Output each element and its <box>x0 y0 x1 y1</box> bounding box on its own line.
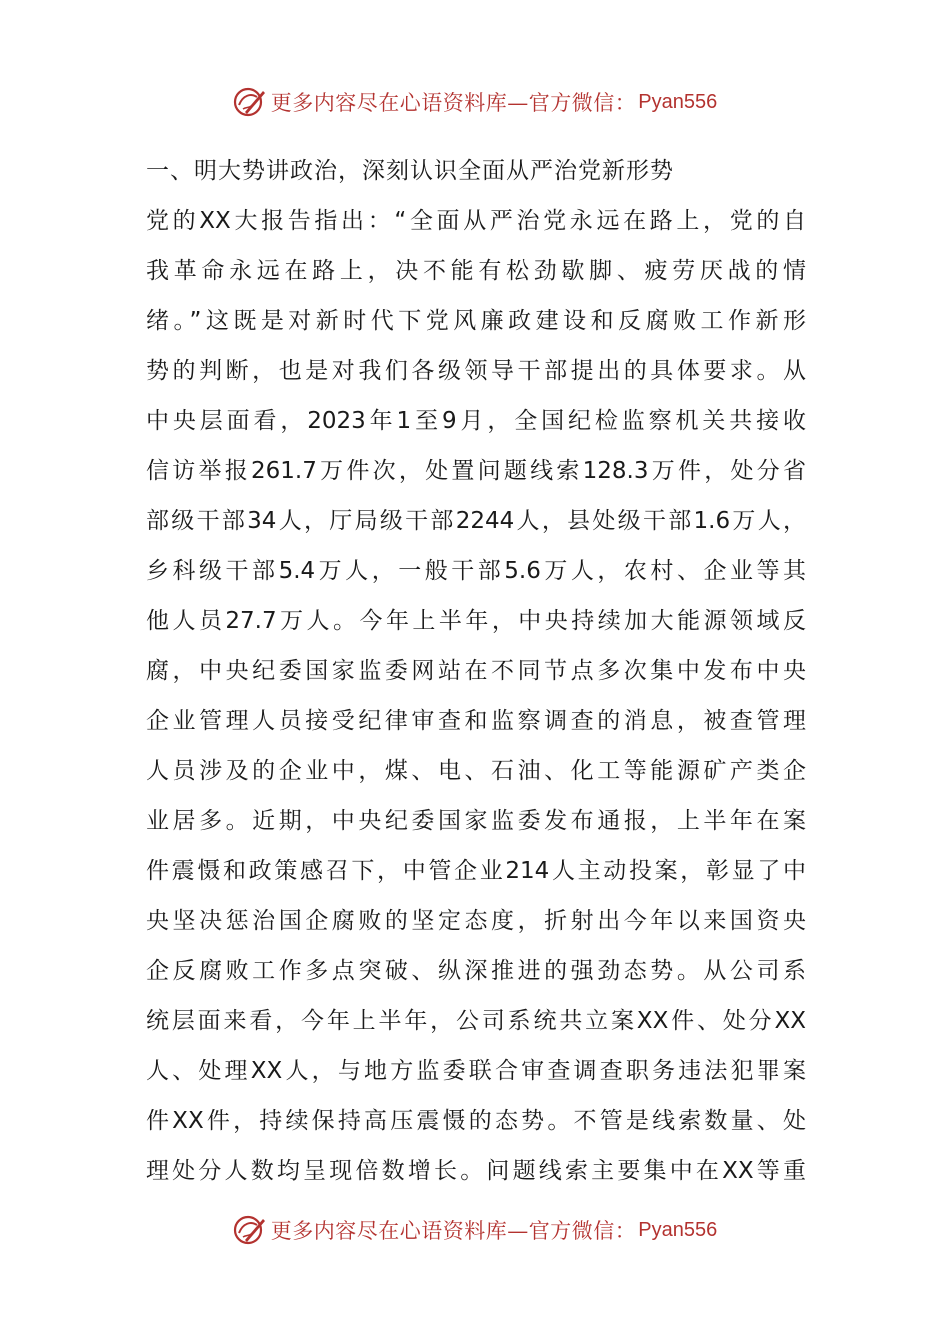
paragraph-line: 人、处理XX人，与地方监委联合审查调查职务违法犯罪案 <box>146 1058 806 1084</box>
banner-handle: Pyan556 <box>638 1218 718 1241</box>
paragraph-line: 党的XX大报告指出：“全面从严治党永远在路上，党的自 <box>146 208 806 234</box>
paragraph-line: 企业管理人员接受纪律审查和监察调查的消息，被查管理 <box>146 708 806 734</box>
pen-logo-icon <box>233 85 267 119</box>
banner-handle: Pyan556 <box>638 90 718 113</box>
banner-text: 更多内容尽在心语资料库—官方微信： <box>270 1219 637 1243</box>
paragraph-line: 件XX件，持续保持高压震慑的态势。不管是线索数量、处 <box>146 1108 806 1134</box>
body-paragraph <box>146 196 810 1196</box>
paragraph-line: 统层面来看，今年上半年，公司系统共立案XX件、处分XX <box>146 1008 806 1034</box>
paragraph-line: 我革命永远在路上，决不能有松劲歇脚、疲劳厌战的情 <box>146 258 806 284</box>
paragraph-line: 中央层面看，2023年1至9月，全国纪检监察机关共接收 <box>146 408 806 434</box>
paragraph-line: 乡科级干部5.4万人，一般干部5.6万人，农村、企业等其 <box>146 558 806 584</box>
document-body <box>146 146 810 1196</box>
banner-text: 更多内容尽在心语资料库—官方微信： <box>270 91 637 115</box>
paragraph-line: 势的判断，也是对我们各级领导干部提出的具体要求。从 <box>146 358 806 384</box>
paragraph-line: 腐，中央纪委国家监委网站在不同节点多次集中发布中央 <box>146 658 806 684</box>
paragraph-line: 央坚决惩治国企腐败的坚定态度，折射出今年以来国资央 <box>146 908 806 934</box>
section-heading: 一、明大势讲政治，深刻认识全面从严治党新形势 <box>146 158 674 184</box>
paragraph-line: 他人员27.7万人。今年上半年，中央持续加大能源领域反 <box>146 608 806 634</box>
paragraph-line: 件震慑和政策感召下，中管企业214人主动投案，彰显了中 <box>146 858 806 884</box>
paragraph-line: 部级干部34人，厅局级干部2244人，县处级干部1.6万人， <box>146 508 806 534</box>
paragraph-line: 业居多。近期，中央纪委国家监委发布通报，上半年在案 <box>146 808 806 834</box>
paragraph-line: 理处分人数均呈现倍数增长。问题线索主要集中在XX等重 <box>146 1158 806 1184</box>
pen-logo-icon <box>233 1213 267 1247</box>
footer-watermark-banner <box>0 1210 950 1250</box>
paragraph-line: 人员涉及的企业中，煤、电、石油、化工等能源矿产类企 <box>146 758 806 784</box>
paragraph-line: 绪。”这既是对新时代下党风廉政建设和反腐败工作新形 <box>146 308 806 334</box>
paragraph-line: 企反腐败工作多点突破、纵深推进的强劲态势。从公司系 <box>146 958 806 984</box>
header-watermark-banner <box>0 82 950 122</box>
paragraph-line: 信访举报261.7万件次，处置问题线索128.3万件，处分省 <box>146 458 806 484</box>
